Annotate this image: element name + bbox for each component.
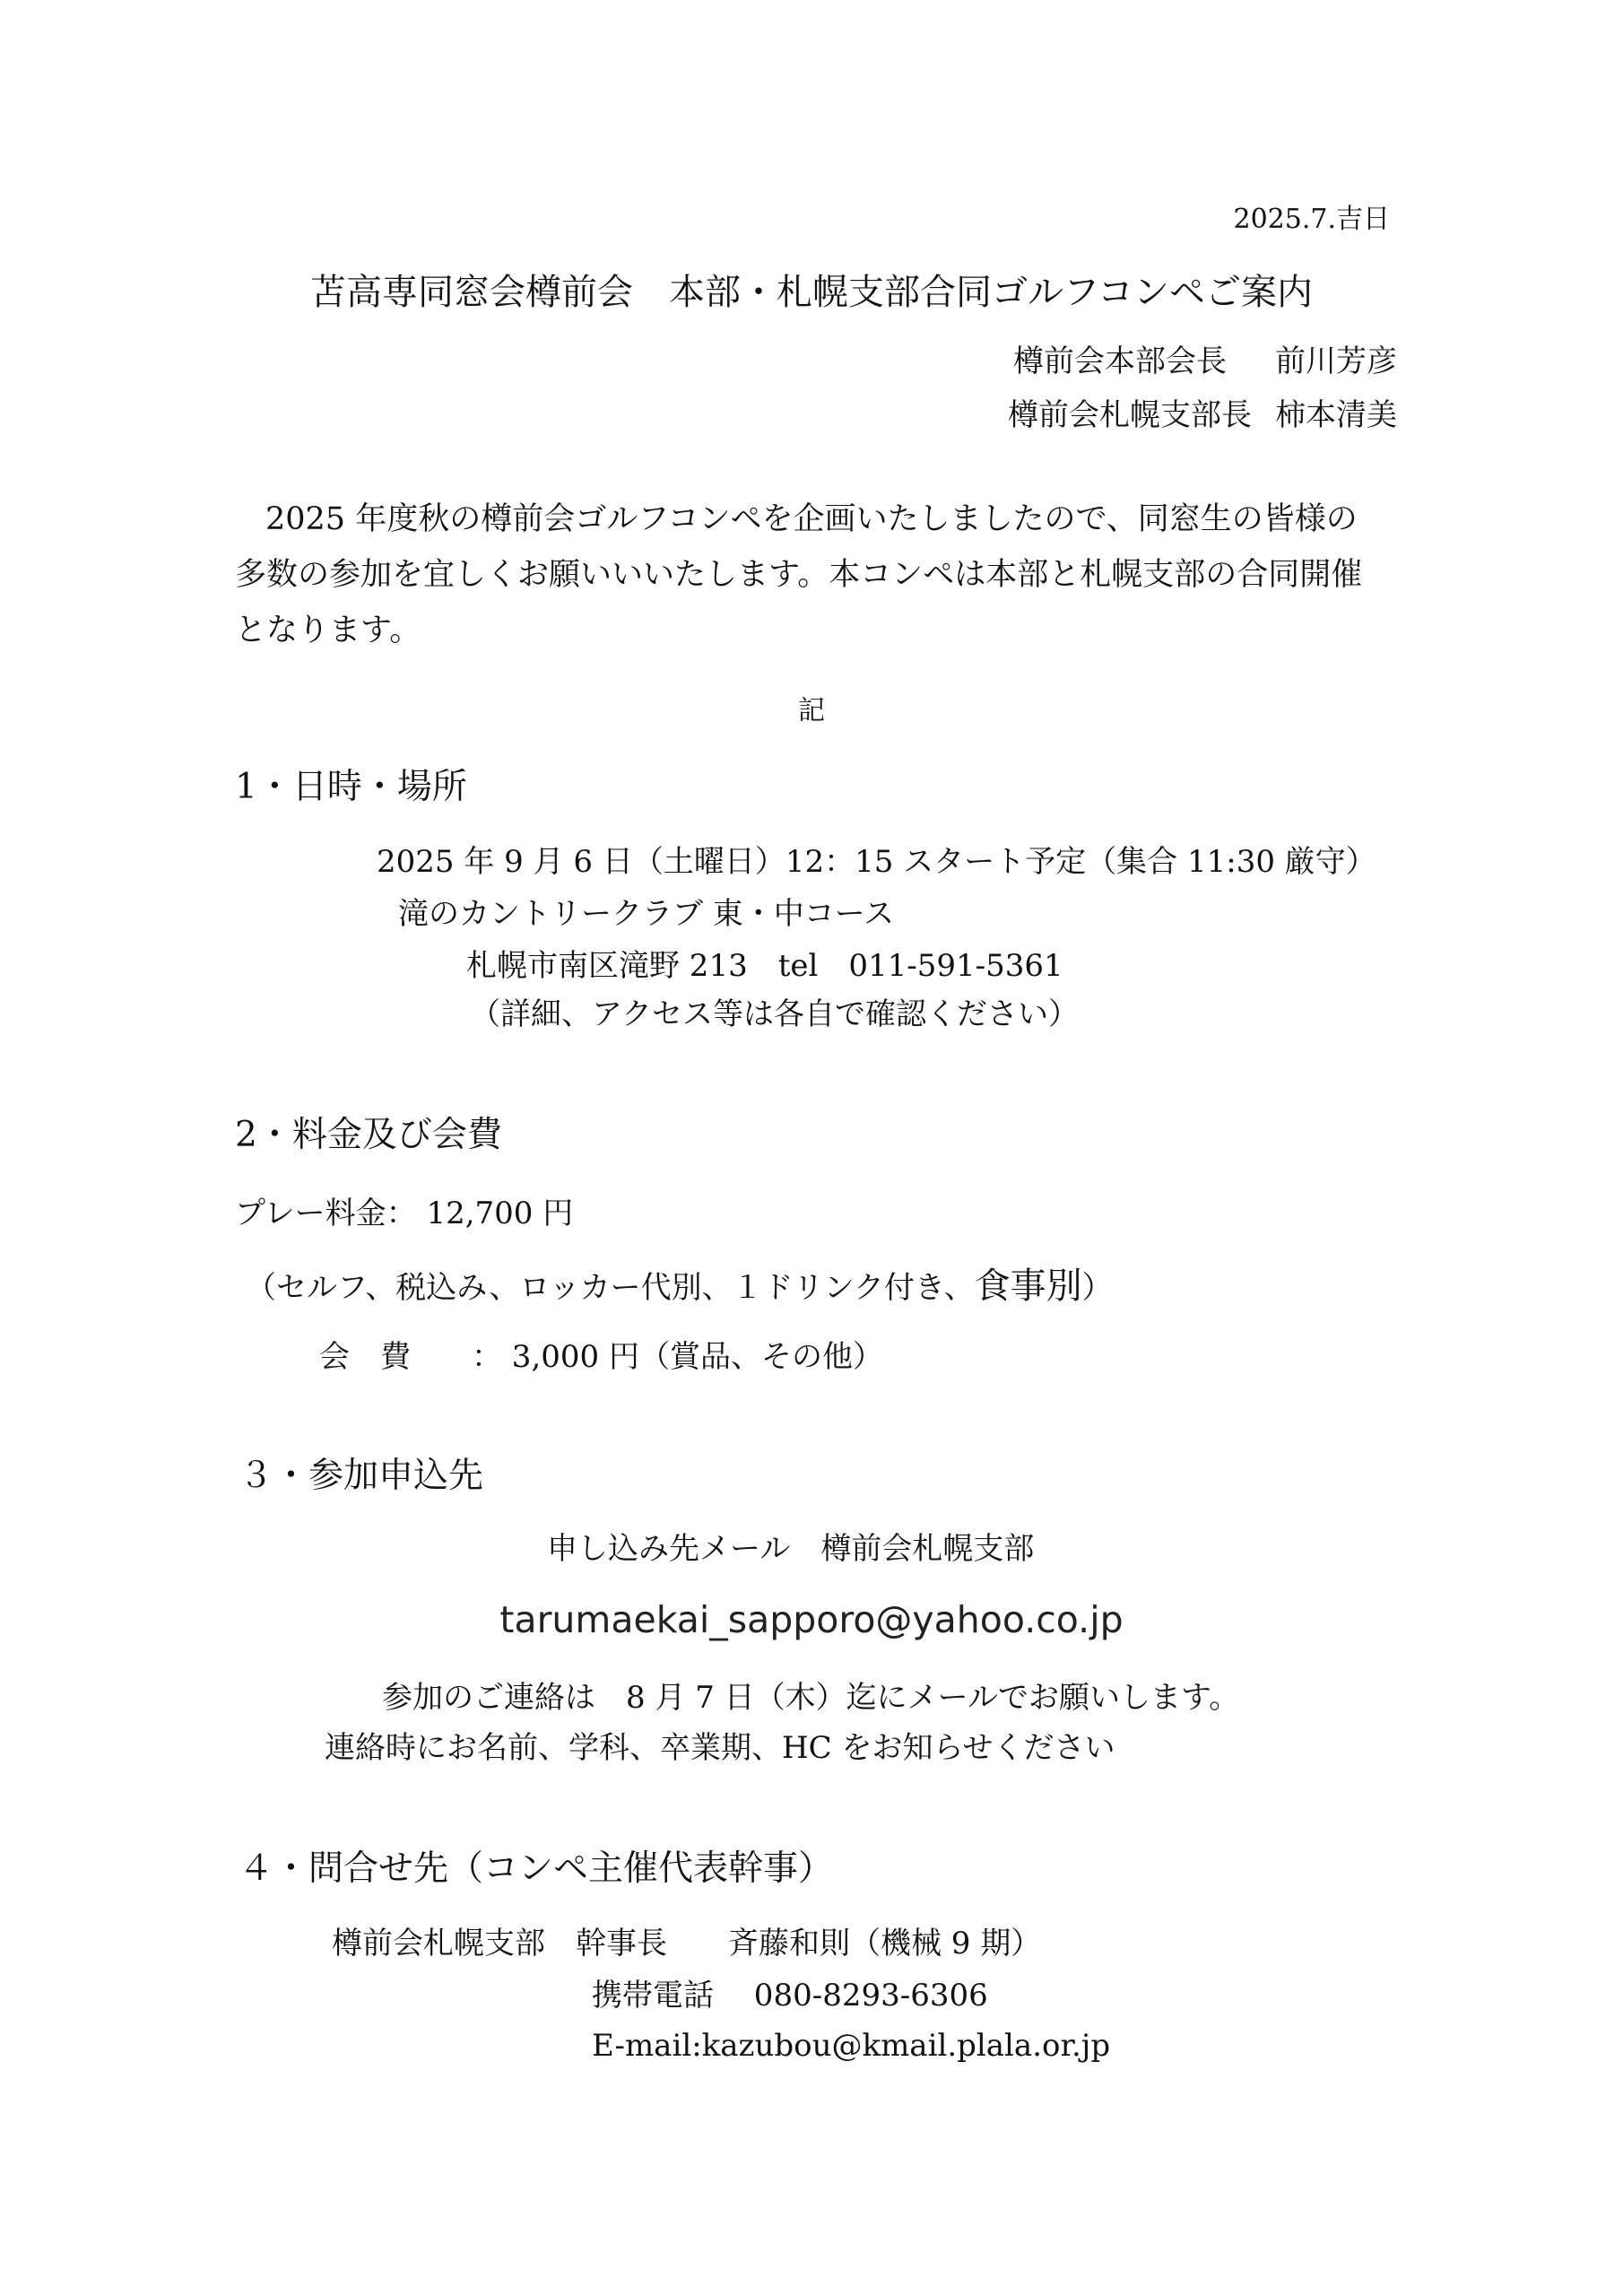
application-email[interactable]: tarumaekai_sapporo@yahoo.co.jp: [499, 1598, 1124, 1641]
intro-line-1: 2025 年度秋の樽前会ゴルフコンペを企画いたしましたので、同窓生の皆様の: [265, 501, 1358, 537]
organizer-2-name: 柿本清美: [1275, 397, 1397, 433]
fee-note-end: ）: [1081, 1270, 1113, 1306]
organizer-phone: 携帯電話 080-8293-6306: [592, 1978, 988, 2013]
deadline-text: 参加のご連絡は 8 月 7 日（木）迄にメールでお願いします。: [382, 1680, 1240, 1716]
contact-info-text: 連絡時にお名前、学科、卒業期、HC をお知らせください: [325, 1730, 1115, 1766]
mail-label: 申し込み先メール 樽前会札幌支部: [547, 1531, 1035, 1567]
document-title: 苫高専同窓会樽前会 本部・札幌支部合同ゴルフコンペご案内: [310, 272, 1313, 313]
event-venue: 滝のカントリークラブ 東・中コース: [398, 896, 895, 932]
event-address: 札幌市南区滝野 213 tel 011-591-5361: [466, 948, 1063, 984]
organizer-contact: 樽前会札幌支部 幹事長 斉藤和則（機械 9 期）: [332, 1926, 1042, 1961]
event-datetime: 2025 年 9 月 6 日（土曜日）12：15 スタート予定（集合 11:30 厳守）: [377, 844, 1376, 880]
section3-heading: ３・参加申込先: [239, 1456, 484, 1496]
organizer-2: [1008, 397, 1397, 433]
section2-heading: 2・料金及び会費: [235, 1115, 502, 1155]
intro-paragraph: [235, 491, 1401, 658]
fee-note: [246, 1265, 1113, 1307]
organizer-1-name: 前川芳彦: [1275, 344, 1397, 379]
play-fee: プレー料金： 12,700 円: [235, 1196, 574, 1231]
ki-marker: 記: [798, 695, 825, 726]
organizer-1-role: 樽前会本部会長: [1013, 344, 1227, 379]
document-date: 2025.7.吉日: [1233, 204, 1390, 235]
section4-heading: ４・問合せ先（コンペ主催代表幹事）: [239, 1848, 834, 1889]
fee-note-emphasis: 食事別: [974, 1265, 1082, 1307]
intro-line-2: 多数の参加を宜しくお願いいいたします。本コンペは本部と札幌支部の合同開催: [235, 557, 1363, 593]
organizer-1: [1013, 346, 1397, 377]
fee-note-main: （セルフ、税込み、ロッカー代別、１ドリンク付き、: [246, 1270, 975, 1306]
section1-heading: 1・日時・場所: [235, 767, 467, 807]
event-note: （詳細、アクセス等は各自で確認ください）: [470, 996, 1079, 1032]
intro-line-3: となります。: [235, 613, 421, 648]
organizer-email[interactable]: E-mail:kazubou@kmail.plala.or.jp: [592, 2028, 1111, 2064]
organizer-2-role: 樽前会札幌支部長: [1008, 397, 1252, 433]
membership-fee: 会 費 ： 3,000 円（賞品、その他）: [319, 1339, 883, 1375]
